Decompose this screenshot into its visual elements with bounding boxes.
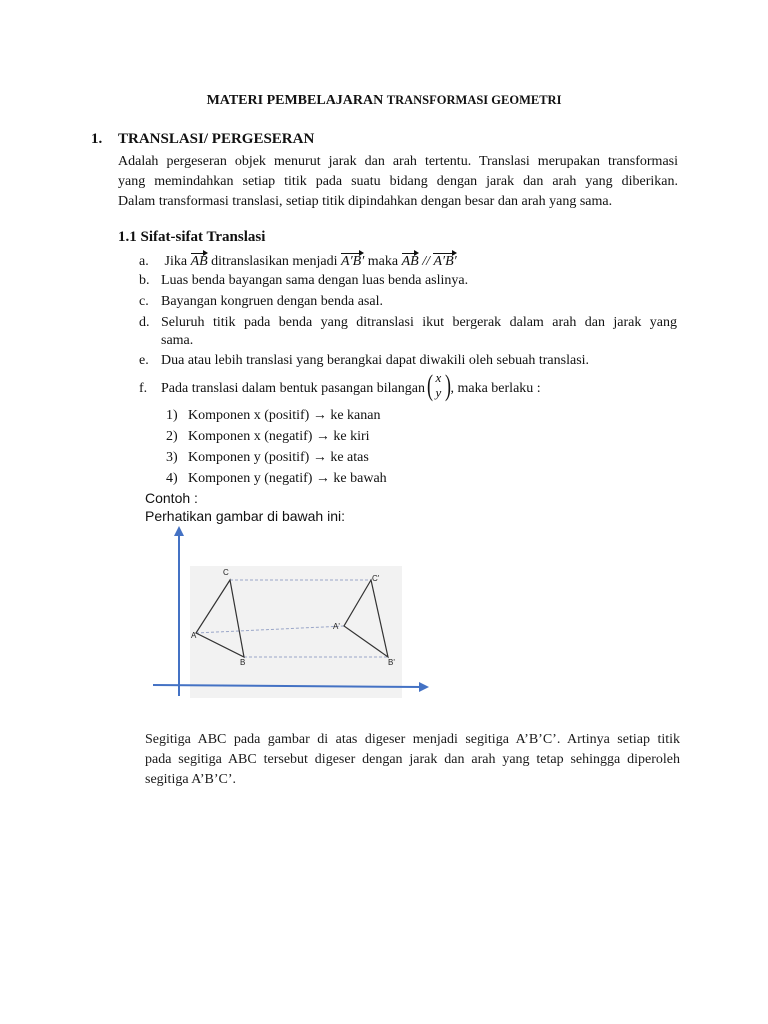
list-text: , maka berlaku :	[450, 381, 541, 397]
list-label: b.	[139, 273, 150, 288]
column-vector: ( x y )	[427, 369, 452, 402]
sub-label: 3)	[166, 450, 178, 465]
intro-line: Adalah pergeseran objek menurut jarak dan arah tertentu. Translasi merupakan transformasi	[118, 154, 678, 169]
translation-figure	[148, 524, 438, 714]
list-label: f.	[139, 381, 148, 397]
list-label: a.	[139, 254, 149, 269]
list-item-e	[139, 353, 589, 369]
sub-item	[166, 429, 370, 445]
subsection-heading: 1.1 Sifat-sifat Translasi	[118, 229, 266, 245]
label-b: B	[240, 658, 246, 667]
list-item-f	[139, 369, 541, 404]
label-c-prime: C'	[372, 574, 380, 583]
sub-text: Komponen y (negatif) → ke bawah	[188, 471, 387, 486]
list-text: Bayangan kongruen dengan benda asal.	[161, 294, 383, 309]
section-heading	[91, 131, 314, 148]
label-a-prime: A'	[333, 622, 340, 631]
list-text: Pada translasi dalam bentuk pasangan bilangan	[161, 381, 425, 397]
section-title: TRANSLASI/ PERGESERAN	[118, 131, 315, 147]
title-main: MATERI PEMBELAJARAN	[206, 93, 384, 108]
sub-item	[166, 408, 380, 424]
list-text: ditranslasikan menjadi	[211, 254, 338, 269]
list-item-c	[139, 294, 383, 310]
parallel-symbol: //	[422, 254, 430, 269]
perhatikan-label: Perhatikan gambar di bawah ini:	[145, 508, 346, 524]
sub-item	[166, 471, 387, 487]
list-label: c.	[139, 294, 149, 309]
list-text: Dua atau lebih translasi yang berangkai dapat diwakili oleh sebuah translasi.	[161, 353, 590, 368]
contoh-label: Contoh :	[145, 490, 198, 506]
intro-line: yang memindahkan setiap titik pada suatu bidang dengan jarak dan arah yang diberikan.	[118, 174, 678, 189]
sub-label: 4)	[166, 471, 178, 486]
list-item-a	[139, 251, 457, 270]
vector-y: y	[435, 385, 442, 400]
list-text: Seluruh titik pada benda yang ditranslasi ikut bergerak dalam arah dan jarak yang	[161, 315, 677, 330]
label-a: A	[191, 631, 197, 640]
vector-ab: AB	[402, 251, 419, 270]
page-title	[0, 93, 768, 109]
list-text: Luas benda bayangan sama dengan luas benda aslinya.	[161, 273, 469, 288]
sub-item	[166, 450, 369, 466]
list-text: Jika	[164, 254, 188, 269]
caption-line: Segitiga ABC pada gambar di atas digeser menjadi segitiga A’B’C’. Artinya setiap titik	[145, 732, 680, 747]
list-label: e.	[139, 353, 149, 368]
list-label: d.	[139, 315, 150, 330]
x-axis-arrow-icon	[419, 682, 429, 692]
caption-line: segitiga A’B’C’.	[145, 772, 236, 787]
figure-svg	[148, 524, 438, 714]
label-b-prime: B'	[388, 658, 395, 667]
section-number: 1.	[91, 131, 103, 147]
sub-label: 1)	[166, 408, 178, 423]
sub-text: Komponen x (negatif) → ke kiri	[188, 429, 370, 444]
list-text: maka	[367, 254, 399, 269]
y-axis-arrow-icon	[174, 526, 184, 536]
list-item-d	[139, 315, 677, 331]
sub-text: Komponen x (positif) → ke kanan	[188, 408, 381, 423]
vector-x: x	[435, 370, 442, 385]
intro-line: Dalam transformasi translasi, setiap titik dipindahkan dengan besar dan arah yang sama.	[118, 194, 613, 209]
vector-a-prime-b-prime: A′B′	[341, 251, 364, 270]
label-c: C	[223, 568, 229, 577]
intro-paragraph	[118, 152, 678, 212]
title-sub: TRANSFORMASI GEOMETRI	[386, 93, 562, 107]
vector-a-prime-b-prime: A′B′	[433, 251, 456, 270]
list-item-d-continuation: sama.	[161, 333, 194, 348]
caption-line: pada segitiga ABC tersebut digeser dengan jarak dan arah yang tetap sehingga diperoleh	[145, 752, 680, 767]
list-item-b	[139, 273, 468, 289]
sub-label: 2)	[166, 429, 178, 444]
sub-text: Komponen y (positif) → ke atas	[188, 450, 369, 465]
figure-caption	[145, 730, 680, 790]
vector-ab: AB	[191, 251, 208, 270]
